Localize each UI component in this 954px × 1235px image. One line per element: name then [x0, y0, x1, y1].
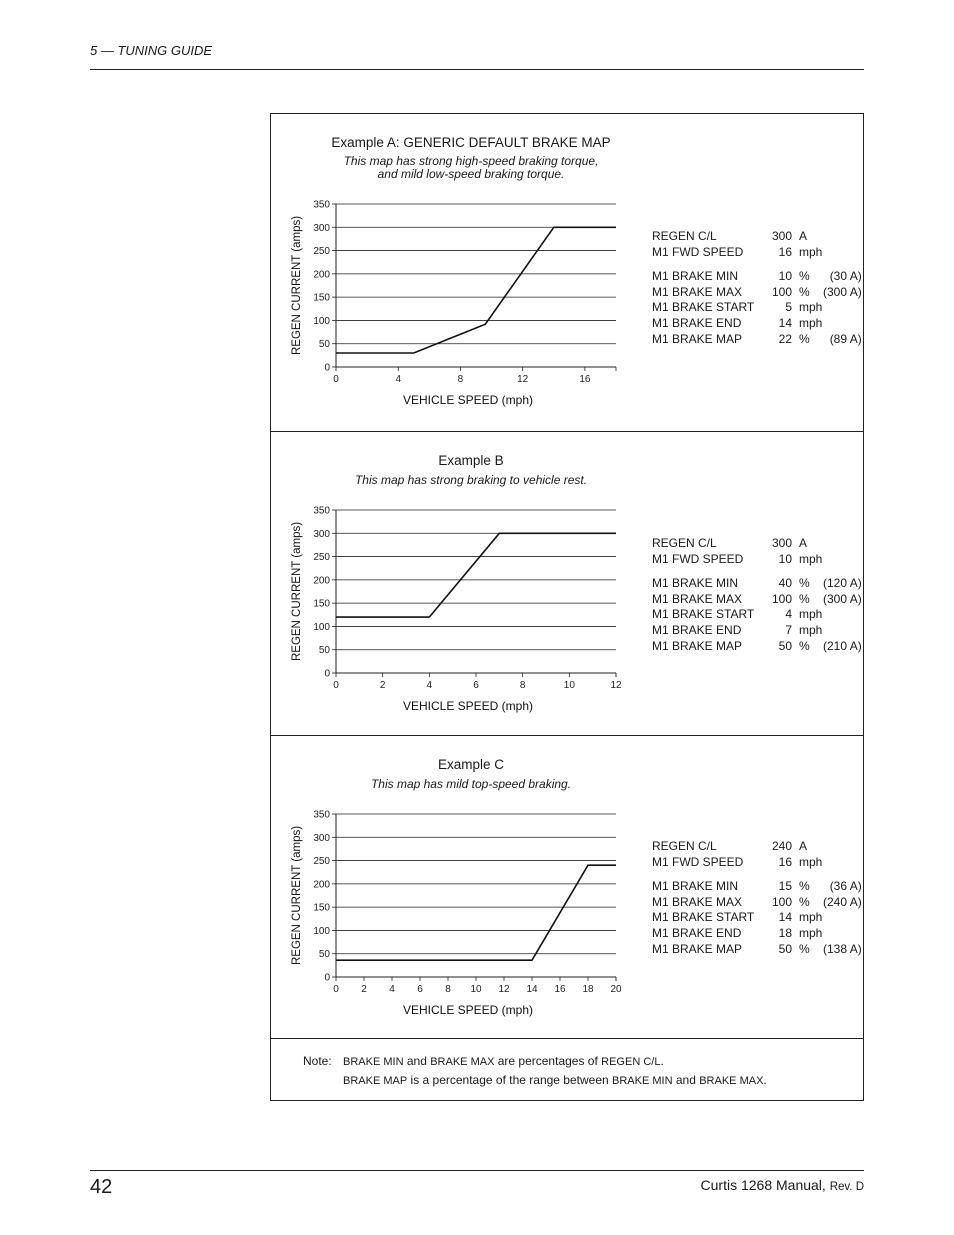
chart-a	[271, 189, 651, 414]
param-amps: (240 A)	[823, 894, 862, 909]
manual-title	[701, 1177, 864, 1193]
y-axis-label: REGEN CURRENT (amps)	[291, 215, 303, 356]
x-tick-label: 16	[554, 984, 566, 995]
footer-rule	[90, 1170, 864, 1171]
x-tick-label: 2	[361, 984, 367, 995]
page-number: 42	[90, 1176, 113, 1198]
x-tick-label: 8	[519, 680, 526, 691]
param-label: M1 BRAKE MIN	[652, 269, 739, 284]
param-row	[652, 942, 862, 958]
x-tick-label: 14	[526, 984, 538, 995]
param-unit: %	[799, 269, 810, 284]
param-value: 40	[778, 576, 792, 591]
param-value: 240	[771, 839, 792, 853]
y-tick-label: 100	[313, 315, 330, 327]
param-row	[652, 592, 862, 608]
param-value: 14	[778, 315, 792, 330]
panel-a-subtitle-line: This map has strong high-speed braking torque,	[343, 154, 599, 168]
param-amps	[823, 536, 862, 552]
param-value: 15	[778, 879, 792, 894]
param-row	[652, 895, 862, 911]
x-tick-label: 10	[470, 984, 482, 995]
param-amps: (300 A)	[823, 591, 862, 606]
header-rule	[90, 69, 864, 70]
note-term: BRAKE MAP	[343, 1075, 408, 1087]
param-label: M1 FWD SPEED	[652, 854, 744, 869]
panel-b-title: Example B	[438, 453, 504, 468]
note-text: .	[660, 1054, 664, 1068]
x-tick-label: 4	[426, 680, 433, 691]
param-amps: (36 A)	[829, 879, 862, 894]
note-text: and	[672, 1073, 700, 1087]
param-amps: (30 A)	[829, 269, 862, 284]
x-tick-label: 10	[563, 680, 575, 691]
panel-b-params	[652, 536, 862, 654]
y-tick-label: 200	[313, 879, 330, 891]
param-unit: mph	[799, 551, 823, 566]
param-value: 16	[778, 244, 792, 259]
series-line	[336, 227, 616, 353]
param-value: 300	[771, 536, 792, 550]
param-unit: A	[799, 839, 808, 853]
param-unit: %	[799, 941, 810, 956]
note-term: BRAKE MIN	[343, 1056, 404, 1068]
param-row	[652, 332, 862, 348]
param-amps	[823, 245, 862, 261]
param-unit: A	[799, 536, 808, 550]
y-tick-label: 300	[313, 528, 330, 540]
param-unit: mph	[799, 925, 823, 940]
param-row	[652, 245, 862, 261]
param-amps: (89 A)	[829, 331, 862, 346]
note-line-2	[303, 1073, 767, 1092]
y-axis-label: REGEN CURRENT (amps)	[291, 521, 303, 662]
param-label: M1 BRAKE START	[652, 607, 755, 622]
param-unit: mph	[799, 622, 823, 637]
param-row	[652, 285, 862, 301]
y-tick-label: 0	[324, 972, 330, 984]
param-amps	[823, 855, 862, 871]
x-tick-label: 4	[395, 374, 402, 385]
param-row	[652, 910, 862, 926]
panel-a-subtitle-line: and mild low-speed braking torque.	[377, 167, 565, 181]
param-value: 4	[785, 607, 792, 622]
param-row	[652, 926, 862, 942]
param-unit: mph	[799, 910, 823, 925]
param-unit: %	[799, 284, 810, 299]
y-tick-label: 300	[313, 832, 330, 844]
param-label: M1 BRAKE START	[652, 910, 755, 925]
param-label: M1 BRAKE MIN	[652, 576, 739, 591]
x-tick-label: 2	[379, 680, 386, 691]
brake-map-figure	[270, 113, 864, 1101]
param-row	[652, 552, 862, 568]
param-row	[652, 839, 862, 855]
param-label: M1 BRAKE MAP	[652, 331, 743, 346]
x-tick-label: 0	[333, 680, 339, 691]
param-unit: %	[799, 879, 810, 894]
param-row	[652, 316, 862, 332]
param-unit: %	[799, 638, 810, 653]
param-unit: mph	[799, 607, 823, 622]
panel-a-subtitle	[271, 155, 671, 181]
param-unit: %	[799, 591, 810, 606]
param-value: 100	[771, 284, 792, 299]
y-tick-label: 200	[313, 575, 330, 587]
param-unit: %	[799, 576, 810, 591]
param-amps: (120 A)	[823, 576, 862, 591]
param-amps: (210 A)	[823, 638, 862, 653]
param-value: 18	[778, 925, 792, 940]
panel-c-subtitle-line: This map has mild top-speed braking.	[370, 777, 572, 791]
note-text: are percentages of	[494, 1054, 602, 1068]
param-value: 10	[778, 269, 792, 284]
y-tick-label: 100	[313, 925, 330, 937]
y-tick-label: 0	[324, 362, 330, 374]
series-line	[336, 533, 616, 617]
param-row	[652, 623, 862, 639]
param-amps: (300 A)	[823, 284, 862, 299]
y-tick-label: 50	[318, 949, 330, 961]
x-tick-label: 8	[445, 984, 451, 995]
param-label: M1 BRAKE END	[652, 622, 742, 637]
series-line	[336, 865, 616, 960]
note-term: REGEN C/L	[601, 1056, 661, 1068]
param-label: M1 BRAKE MAP	[652, 941, 743, 956]
param-amps: (138 A)	[823, 941, 862, 956]
param-unit: %	[799, 331, 810, 346]
x-tick-label: 12	[498, 984, 510, 995]
y-tick-label: 100	[313, 621, 330, 633]
panel-a-title: Example A: GENERIC DEFAULT BRAKE MAP	[331, 135, 611, 150]
y-tick-label: 50	[318, 339, 330, 351]
param-label: M1 BRAKE END	[652, 315, 742, 330]
chart-c	[271, 799, 651, 1024]
param-label: REGEN C/L	[652, 536, 717, 550]
param-value: 22	[778, 331, 792, 346]
manual-name: Curtis 1268 Manual,	[700, 1177, 826, 1193]
param-amps	[823, 926, 862, 942]
y-tick-label: 350	[313, 809, 330, 821]
panel-c-params	[652, 839, 862, 957]
param-label: M1 BRAKE MAX	[652, 284, 743, 299]
param-label: M1 BRAKE START	[652, 300, 755, 315]
param-unit: mph	[799, 315, 823, 330]
param-label: M1 BRAKE MAX	[652, 591, 743, 606]
x-tick-label: 12	[517, 374, 529, 385]
note-term: BRAKE MAX	[430, 1056, 495, 1068]
x-tick-label: 16	[579, 374, 591, 385]
note-line-1	[303, 1054, 767, 1073]
panel-divider	[271, 1038, 863, 1039]
chart-b	[271, 495, 651, 720]
y-tick-label: 200	[313, 269, 330, 281]
param-row	[652, 229, 862, 245]
param-label: REGEN C/L	[652, 229, 717, 243]
param-label: M1 FWD SPEED	[652, 244, 744, 259]
y-tick-label: 50	[318, 645, 330, 657]
y-tick-label: 250	[313, 246, 330, 258]
manual-revision: Rev. D	[829, 1181, 864, 1193]
y-tick-label: 250	[313, 552, 330, 564]
y-tick-label: 350	[313, 505, 330, 517]
param-unit: A	[799, 229, 808, 243]
param-row	[652, 855, 862, 871]
y-tick-label: 250	[313, 856, 330, 868]
param-amps	[823, 229, 862, 245]
panel-divider	[271, 431, 863, 432]
param-value: 16	[778, 854, 792, 869]
y-tick-label: 150	[313, 598, 330, 610]
x-tick-label: 0	[333, 984, 339, 995]
note-text: is a percentage of the range between	[407, 1073, 612, 1087]
x-tick-label: 8	[457, 374, 464, 385]
param-unit: mph	[799, 244, 823, 259]
y-axis-label: REGEN CURRENT (amps)	[291, 825, 303, 966]
x-tick-label: 20	[610, 984, 622, 995]
y-tick-label: 300	[313, 222, 330, 234]
param-amps	[823, 839, 862, 855]
x-axis-label: VEHICLE SPEED (mph)	[402, 393, 534, 407]
panel-a-params	[652, 229, 862, 347]
param-unit: mph	[799, 854, 823, 869]
note-text: .	[763, 1073, 767, 1087]
param-label: REGEN C/L	[652, 839, 717, 853]
param-unit: mph	[799, 300, 823, 315]
x-axis-label: VEHICLE SPEED (mph)	[402, 1003, 534, 1017]
param-value: 5	[785, 300, 792, 315]
panel-b-subtitle-line: This map has strong braking to vehicle rest.	[354, 473, 588, 487]
param-row	[652, 607, 862, 623]
param-row	[652, 536, 862, 552]
param-label: M1 BRAKE MIN	[652, 879, 739, 894]
panel-c-title: Example C	[437, 757, 505, 772]
panel-divider	[271, 735, 863, 736]
x-tick-label: 6	[473, 680, 479, 691]
param-value: 50	[778, 638, 792, 653]
param-value: 300	[771, 229, 792, 243]
param-value: 100	[771, 894, 792, 909]
param-row	[652, 879, 862, 895]
param-amps	[823, 300, 862, 316]
panel-c-subtitle	[271, 778, 671, 791]
section-title: 5 — TUNING GUIDE	[90, 43, 213, 58]
param-value: 50	[778, 941, 792, 956]
param-value: 7	[785, 622, 792, 637]
y-tick-label: 150	[313, 292, 330, 304]
x-tick-label: 4	[389, 984, 395, 995]
note-term: BRAKE MIN	[612, 1075, 673, 1087]
param-row	[652, 300, 862, 316]
param-value: 10	[778, 551, 792, 566]
x-tick-label: 0	[333, 374, 339, 385]
param-row	[652, 639, 862, 655]
param-row	[652, 269, 862, 285]
y-tick-label: 150	[313, 902, 330, 914]
panel-b-subtitle	[271, 474, 671, 487]
note-label: Note:	[303, 1054, 332, 1068]
note-text: and	[403, 1054, 431, 1068]
param-amps	[823, 316, 862, 332]
x-axis-label: VEHICLE SPEED (mph)	[402, 699, 534, 713]
figure-note	[303, 1054, 767, 1092]
param-unit: %	[799, 894, 810, 909]
x-tick-label: 12	[610, 680, 622, 691]
param-value: 100	[771, 591, 792, 606]
y-tick-label: 350	[313, 199, 330, 211]
param-row	[652, 576, 862, 592]
x-tick-label: 18	[582, 984, 594, 995]
param-amps	[823, 623, 862, 639]
param-label: M1 BRAKE MAX	[652, 894, 743, 909]
param-label: M1 BRAKE END	[652, 925, 742, 940]
param-amps	[823, 910, 862, 926]
x-tick-label: 6	[417, 984, 423, 995]
param-label: M1 FWD SPEED	[652, 551, 744, 566]
note-term: BRAKE MAX	[699, 1075, 764, 1087]
y-tick-label: 0	[324, 668, 330, 680]
param-amps	[823, 552, 862, 568]
param-value: 14	[778, 910, 792, 925]
param-label: M1 BRAKE MAP	[652, 638, 743, 653]
param-amps	[823, 607, 862, 623]
